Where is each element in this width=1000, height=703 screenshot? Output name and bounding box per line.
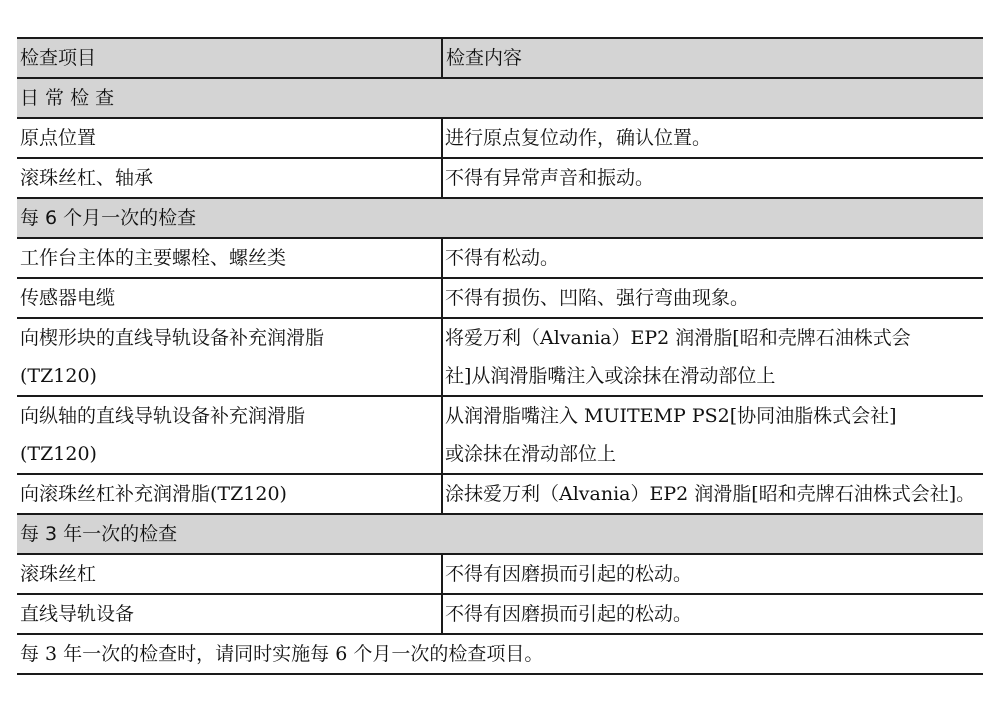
inspection-table: [17, 37, 983, 675]
table-row: [17, 396, 983, 474]
section-title-6-months: 每 6 个月一次的检查: [17, 198, 983, 238]
item-cell: 直线导轨设备: [17, 594, 442, 634]
content-line: 从润滑脂嘴注入 MUITEMP PS2[协同油脂株式会社]: [445, 405, 897, 427]
section-title-3-years: 每 3 年一次的检查: [17, 514, 983, 554]
table-row: [17, 238, 983, 278]
item-cell: 滚珠丝杠: [17, 554, 442, 594]
item-line: 向楔形块的直线导轨设备补充润滑脂: [20, 327, 325, 349]
item-cell: 传感器电缆: [17, 278, 442, 318]
table-row: [17, 474, 983, 514]
content-cell: [442, 318, 983, 396]
content-cell: 不得有损伤、凹陷、强行弯曲现象。: [442, 278, 983, 318]
table-header-row: [17, 38, 983, 78]
item-line: 向纵轴的直线导轨设备补充润滑脂: [20, 405, 306, 427]
header-inspection-item: 检查项目: [17, 38, 442, 78]
content-line: 将爱万利（Alvania）EP2 润滑脂[昭和壳牌石油株式会: [445, 327, 911, 349]
section-title-daily: 日 常 检 查: [17, 78, 983, 118]
table-row: [17, 158, 983, 198]
content-cell: 进行原点复位动作，确认位置。: [442, 118, 983, 158]
item-cell: 向滚珠丝杠补充润滑脂(TZ120): [17, 474, 442, 514]
item-line: (TZ120): [20, 443, 97, 465]
content-cell: 不得有异常声音和振动。: [442, 158, 983, 198]
item-cell: [17, 318, 442, 396]
table-row: [17, 118, 983, 158]
item-cell: 工作台主体的主要螺栓、螺丝类: [17, 238, 442, 278]
item-cell: 原点位置: [17, 118, 442, 158]
table-footnote: 每 3 年一次的检查时，请同时实施每 6 个月一次的检查项目。: [17, 634, 983, 674]
item-cell: [17, 396, 442, 474]
item-line: (TZ120): [20, 365, 97, 387]
content-cell: 不得有松动。: [442, 238, 983, 278]
table-footnote-row: [17, 634, 983, 674]
section-header-3-years: [17, 514, 983, 554]
content-line: 社]从润滑脂嘴注入或涂抹在滑动部位上: [445, 365, 776, 387]
table-row: [17, 554, 983, 594]
content-line: 或涂抹在滑动部位上: [445, 443, 617, 465]
header-inspection-content: 检查内容: [442, 38, 983, 78]
section-header-6-months: [17, 198, 983, 238]
item-cell: 滚珠丝杠、轴承: [17, 158, 442, 198]
content-cell: 不得有因磨损而引起的松动。: [442, 594, 983, 634]
content-cell: 涂抹爱万利（Alvania）EP2 润滑脂[昭和壳牌石油株式会社]。: [442, 474, 983, 514]
section-header-daily: [17, 78, 983, 118]
content-cell: [442, 396, 983, 474]
table-row: [17, 278, 983, 318]
table-row: [17, 318, 983, 396]
table-row: [17, 594, 983, 634]
content-cell: 不得有因磨损而引起的松动。: [442, 554, 983, 594]
